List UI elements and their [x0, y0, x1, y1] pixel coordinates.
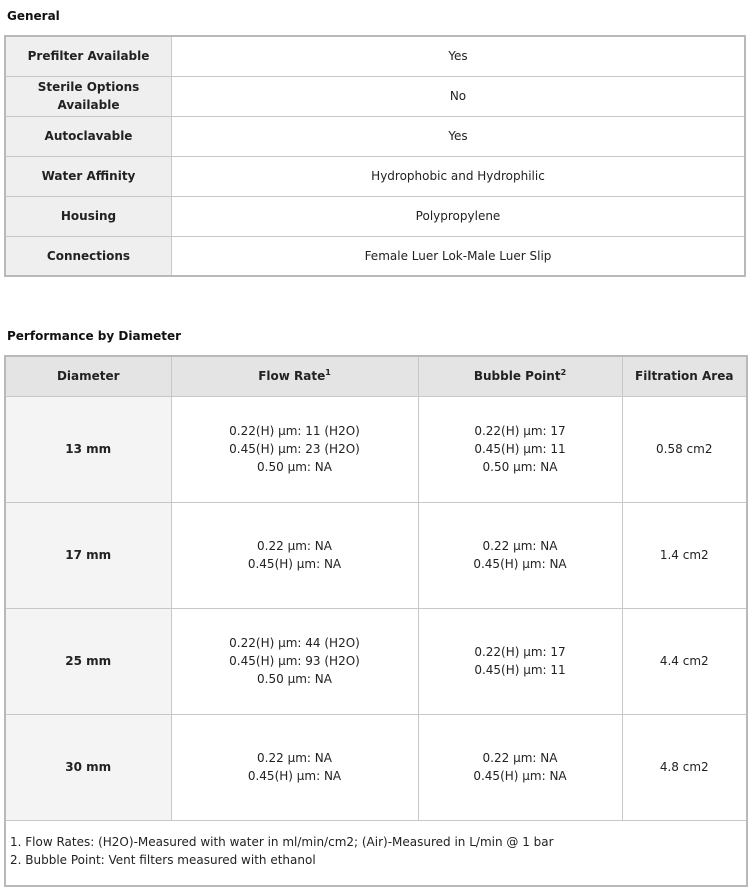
flow-rate-cell	[171, 502, 418, 608]
spec-label: Connections	[5, 236, 172, 276]
table-row	[5, 236, 745, 276]
bubble-point-line: 0.22 µm: NA	[482, 539, 558, 553]
table-row	[5, 156, 745, 196]
filtration-area-cell: 4.8 cm2	[622, 714, 747, 820]
table-row	[5, 502, 747, 608]
bubble-point-line: 0.45(H) µm: 11	[474, 442, 566, 456]
table-row	[5, 116, 745, 156]
spec-label: Housing	[5, 196, 172, 236]
diameter-cell: 30 mm	[5, 714, 171, 820]
flow-rate-cell	[171, 714, 418, 820]
spec-label: Sterile Options Available	[5, 76, 172, 116]
bubble-point-cell	[418, 608, 622, 714]
bubble-point-footnote-marker: 2	[560, 368, 567, 378]
table-row	[5, 608, 747, 714]
table-row	[5, 714, 747, 820]
filtration-area-cell: 0.58 cm2	[622, 396, 747, 502]
column-header-diameter: Diameter	[5, 356, 171, 396]
spec-value: Polypropylene	[172, 196, 746, 236]
flow-rate-line: 0.22 µm: NA	[257, 539, 332, 553]
bubble-point-cell	[418, 714, 622, 820]
table-row	[5, 36, 745, 76]
bubble-point-line: 0.50 µm: NA	[482, 460, 558, 474]
spec-label: Water Affinity	[5, 156, 172, 196]
flow-rate-line: 0.45(H) µm: NA	[247, 557, 342, 571]
footnotes-cell	[5, 820, 747, 886]
flow-rate-line: 0.45(H) µm: NA	[247, 769, 342, 783]
footnotes-row	[5, 820, 747, 886]
flow-rate-line: 0.22 µm: NA	[257, 751, 332, 765]
spec-value: Hydrophobic and Hydrophilic	[172, 156, 746, 196]
filtration-area-cell: 1.4 cm2	[622, 502, 747, 608]
flow-rate-line: 0.22(H) µm: 44 (H2O)	[229, 636, 360, 650]
flow-rate-line: 0.45(H) µm: 23 (H2O)	[229, 442, 360, 456]
column-header-flow-rate	[171, 356, 418, 396]
flow-rate-cell	[171, 396, 418, 502]
table-row	[5, 76, 745, 116]
performance-table	[4, 355, 748, 887]
flow-rate-line: 0.50 µm: NA	[257, 460, 332, 474]
flow-rate-label: Flow Rate	[258, 369, 326, 384]
spec-value: Female Luer Lok-Male Luer Slip	[172, 236, 746, 276]
flow-rate-line: 0.22(H) µm: 11 (H2O)	[229, 424, 360, 438]
bubble-point-line: 0.45(H) µm: NA	[473, 557, 567, 571]
bubble-point-cell	[418, 396, 622, 502]
bubble-point-line: 0.22 µm: NA	[482, 751, 558, 765]
spec-label: Prefilter Available	[5, 36, 172, 76]
performance-section-title: Performance by Diameter	[7, 329, 182, 343]
bubble-point-line: 0.22(H) µm: 17	[474, 424, 566, 438]
general-specs-table	[4, 35, 746, 277]
spec-value: Yes	[172, 36, 746, 76]
bubble-point-label: Bubble Point	[473, 369, 561, 384]
flow-rate-footnote-marker: 1	[325, 368, 331, 378]
diameter-cell: 13 mm	[5, 396, 171, 502]
column-header-filtration-area: Filtration Area	[622, 356, 747, 396]
spec-label: Autoclavable	[5, 116, 172, 156]
general-section-title: General	[7, 9, 60, 23]
flow-rate-cell	[171, 608, 418, 714]
bubble-point-cell	[418, 502, 622, 608]
footnote: 2. Bubble Point: Vent filters measured with ethanol	[10, 852, 316, 867]
diameter-cell: 17 mm	[5, 502, 171, 608]
table-row	[5, 196, 745, 236]
table-row	[5, 396, 747, 502]
footnote: 1. Flow Rates: (H2O)-Measured with water in ml/min/cm2; (Air)-Measured in L/min @ 1 bar	[10, 834, 554, 849]
bubble-point-line: 0.45(H) µm: 11	[474, 663, 566, 677]
spec-value: Yes	[172, 116, 746, 156]
diameter-cell: 25 mm	[5, 608, 171, 714]
bubble-point-line: 0.22(H) µm: 17	[474, 645, 566, 659]
spec-value: No	[172, 76, 746, 116]
flow-rate-line: 0.50 µm: NA	[257, 672, 332, 686]
flow-rate-line: 0.45(H) µm: 93 (H2O)	[229, 654, 360, 668]
filtration-area-cell: 4.4 cm2	[622, 608, 747, 714]
table-header-row	[5, 356, 747, 396]
column-header-bubble-point	[418, 356, 622, 396]
bubble-point-line: 0.45(H) µm: NA	[473, 769, 567, 783]
